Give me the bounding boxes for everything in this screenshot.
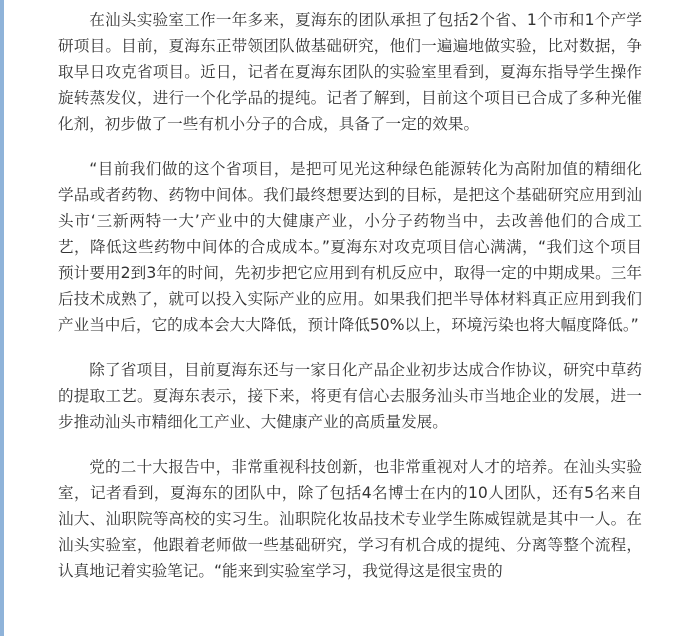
paragraph-project-overview: 在汕头实验室工作一年多来，夏海东的团队承担了包括2个省、1个市和1个产学研项目。目前，夏海东正带领团队做基础研究，他们一遍遍地做实验，比对数据，争取早日攻克省项目。近日，记者在夏海东团队的实验室里看到，夏海东指导学生操作旋转蒸发仪，进行一个化学品的提纯。记者了解到，目前这个项目已合成了多种光催化剂，初步做了一些有机小分子的合成，具备了一定的效果。	[58, 11, 642, 133]
article-body	[58, 7, 642, 603]
left-border-rule	[0, 0, 4, 636]
paragraph-enterprise-cooperation: 除了省项目，目前夏海东还与一家日化产品企业初步达成合作协议，研究中草药的提取工艺。夏海东表示，接下来，将更有信心去服务汕头市当地企业的发展，进一步推动汕头市精细化工产业、大健康产业的高质量发展。	[58, 361, 642, 431]
paragraph-talent-training: 党的二十大报告中，非常重视科技创新，也非常重视对人才的培养。在汕头实验室，记者看到，夏海东的团队中，除了包括4名博士在内的10人团队，还有5名来自汕大、汕职院等高校的实习生。汕职院化妆品技术专业学生陈威锃就是其中一人。在汕头实验室，他跟着老师做一些基础研究，学习有机合成的提纯、分离等整个流程，认真地记着实验笔记。“能来到实验室学习，我觉得这是很宝贵的	[58, 458, 642, 580]
paragraph-province-project-quote: “目前我们做的这个省项目，是把可见光这种绿色能源转化为高附加值的精细化学品或者药物、药物中间体。我们最终想要达到的目标，是把这个基础研究应用到汕头市‘三新两特一大’产业中的大健康产业，小分子药物当中，去改善他们的合成工艺，降低这些药物中间体的合成成本。”夏海东对攻克项目信心满满，“我们这个项目预计要用2到3年的时间，先初步把它应用到有机反应中，取得一定的中期成果。三年后技术成熟了，就可以投入实际产业的应用。如果我们把半导体材料真正应用到我们产业当中后，它的成本会大大降低，预计降低50%以上，环境污染也将大幅度降低。”	[58, 160, 642, 334]
